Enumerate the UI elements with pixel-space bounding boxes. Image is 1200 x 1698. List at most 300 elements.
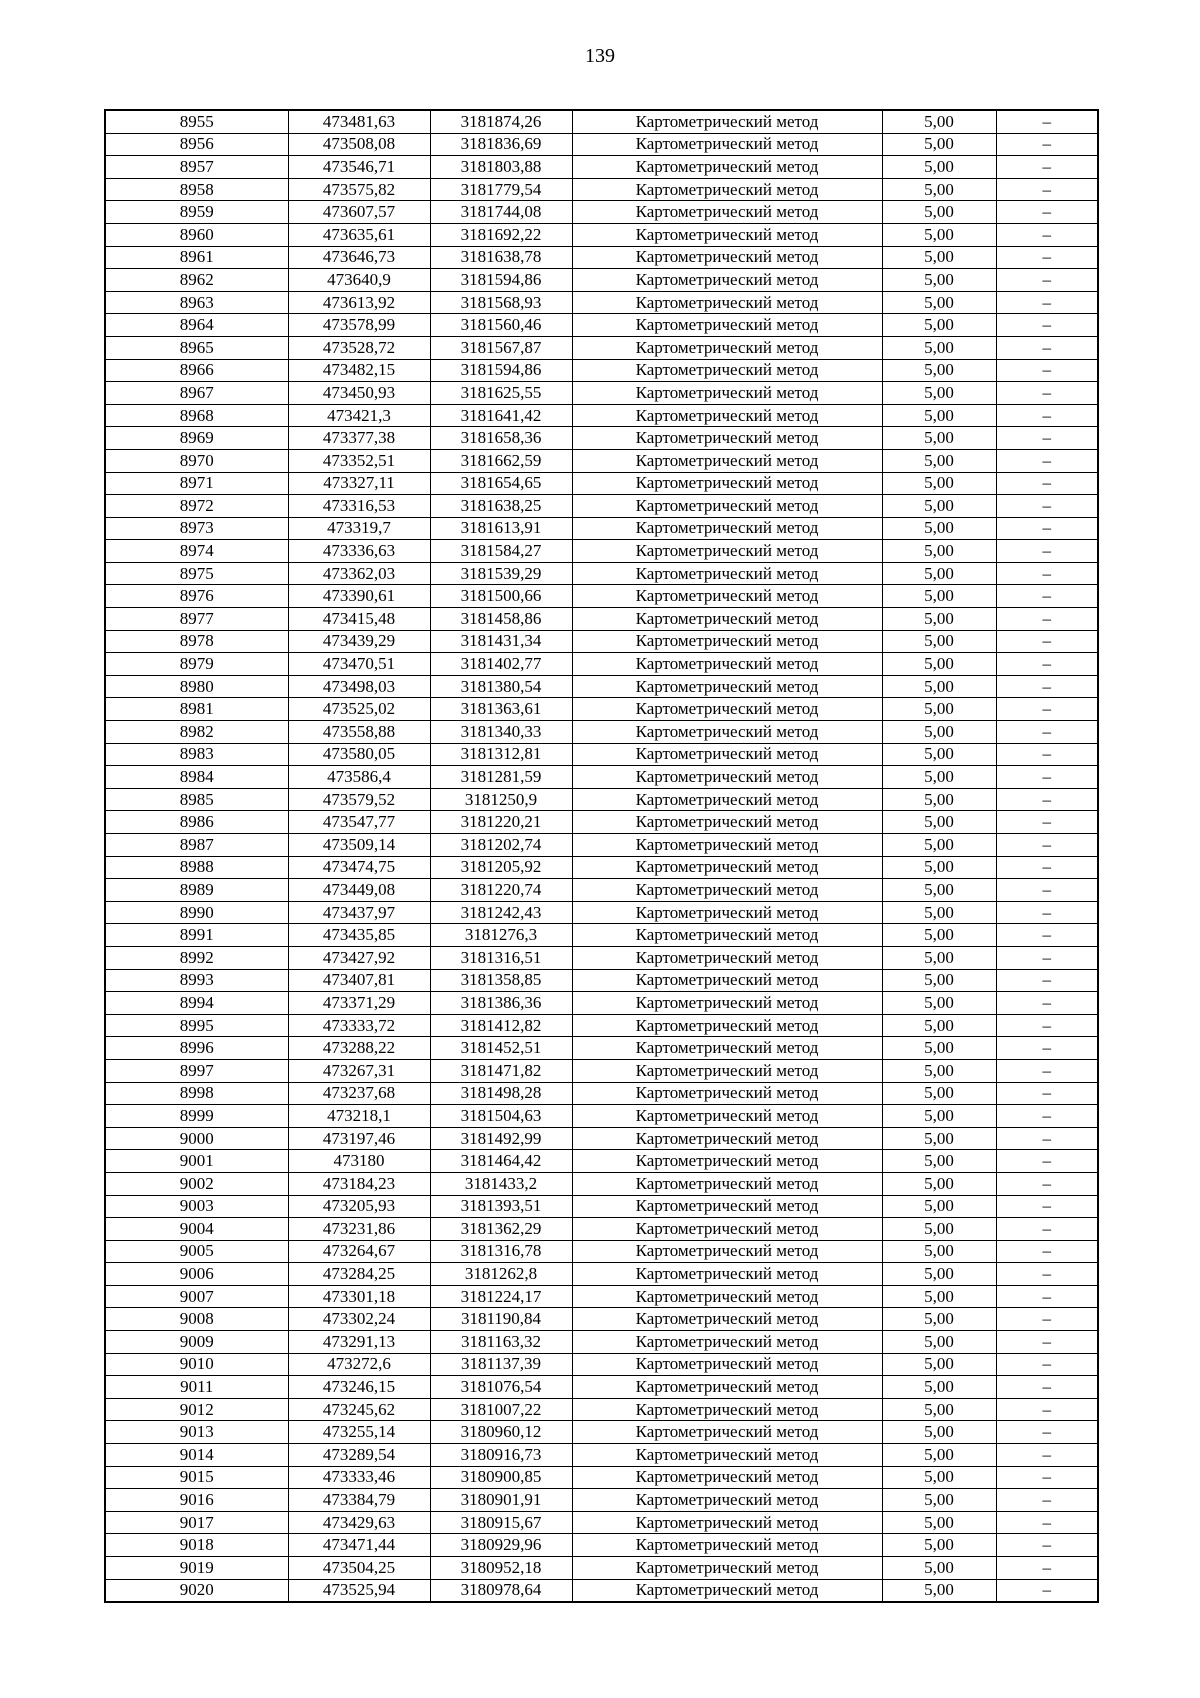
- note-cell: –: [996, 382, 1098, 405]
- coordinate-x-cell: 473336,63: [288, 540, 430, 563]
- point-number-cell: 8956: [105, 133, 288, 156]
- point-number-cell: 8972: [105, 495, 288, 518]
- coordinate-x-cell: 473362,03: [288, 562, 430, 585]
- note-cell: –: [996, 653, 1098, 676]
- coordinate-y-cell: 3181625,55: [430, 382, 572, 405]
- coordinate-x-cell: 473439,29: [288, 630, 430, 653]
- note-cell: –: [996, 449, 1098, 472]
- method-cell: Картометрический метод: [572, 133, 882, 156]
- accuracy-cell: 5,00: [882, 653, 996, 676]
- table-row: [105, 246, 1098, 269]
- table-row: [105, 924, 1098, 947]
- accuracy-cell: 5,00: [882, 1579, 996, 1602]
- table-row: [105, 1376, 1098, 1399]
- note-cell: –: [996, 359, 1098, 382]
- coordinate-x-cell: 473471,44: [288, 1534, 430, 1557]
- method-cell: Картометрический метод: [572, 834, 882, 857]
- point-number-cell: 8984: [105, 766, 288, 789]
- point-number-cell: 8961: [105, 246, 288, 269]
- coordinate-y-cell: 3181007,22: [430, 1398, 572, 1421]
- accuracy-cell: 5,00: [882, 1240, 996, 1263]
- accuracy-cell: 5,00: [882, 608, 996, 631]
- accuracy-cell: 5,00: [882, 946, 996, 969]
- coordinate-x-cell: 473245,62: [288, 1398, 430, 1421]
- coordinate-x-cell: 473237,68: [288, 1082, 430, 1105]
- coordinate-y-cell: 3181220,74: [430, 879, 572, 902]
- point-number-cell: 9006: [105, 1263, 288, 1286]
- note-cell: –: [996, 811, 1098, 834]
- method-cell: Картометрический метод: [572, 1014, 882, 1037]
- accuracy-cell: 5,00: [882, 1308, 996, 1331]
- note-cell: –: [996, 1218, 1098, 1241]
- table-row: [105, 721, 1098, 744]
- coordinate-y-cell: 3180960,12: [430, 1421, 572, 1444]
- coordinate-x-cell: 473291,13: [288, 1331, 430, 1354]
- coordinate-y-cell: 3181433,2: [430, 1172, 572, 1195]
- note-cell: –: [996, 1285, 1098, 1308]
- point-number-cell: 8959: [105, 201, 288, 224]
- coordinate-x-cell: 473547,77: [288, 811, 430, 834]
- point-number-cell: 8973: [105, 517, 288, 540]
- table-row: [105, 517, 1098, 540]
- method-cell: Картометрический метод: [572, 1082, 882, 1105]
- coordinate-x-cell: 473255,14: [288, 1421, 430, 1444]
- table-row: [105, 1150, 1098, 1173]
- method-cell: Картометрический метод: [572, 924, 882, 947]
- note-cell: –: [996, 1240, 1098, 1263]
- coordinate-x-cell: 473407,81: [288, 969, 430, 992]
- coordinate-x-cell: 473474,75: [288, 856, 430, 879]
- coordinate-x-cell: 473580,05: [288, 743, 430, 766]
- method-cell: Картометрический метод: [572, 1557, 882, 1580]
- coordinate-y-cell: 3181276,3: [430, 924, 572, 947]
- point-number-cell: 8990: [105, 901, 288, 924]
- point-number-cell: 9002: [105, 1172, 288, 1195]
- note-cell: –: [996, 314, 1098, 337]
- coordinate-x-cell: 473301,18: [288, 1285, 430, 1308]
- table-row: [105, 1263, 1098, 1286]
- method-cell: Картометрический метод: [572, 698, 882, 721]
- point-number-cell: 9003: [105, 1195, 288, 1218]
- coordinate-x-cell: 473429,63: [288, 1511, 430, 1534]
- accuracy-cell: 5,00: [882, 879, 996, 902]
- table-row: [105, 1557, 1098, 1580]
- point-number-cell: 8963: [105, 291, 288, 314]
- note-cell: –: [996, 1579, 1098, 1602]
- coordinate-y-cell: 3180901,91: [430, 1489, 572, 1512]
- note-cell: –: [996, 223, 1098, 246]
- coordinate-x-cell: 473509,14: [288, 834, 430, 857]
- note-cell: –: [996, 133, 1098, 156]
- coordinate-y-cell: 3181464,42: [430, 1150, 572, 1173]
- note-cell: –: [996, 562, 1098, 585]
- method-cell: Картометрический метод: [572, 1466, 882, 1489]
- table-row: [105, 1511, 1098, 1534]
- table-row: [105, 856, 1098, 879]
- table-row: [105, 201, 1098, 224]
- note-cell: –: [996, 291, 1098, 314]
- coordinate-y-cell: 3181500,66: [430, 585, 572, 608]
- table-row: [105, 562, 1098, 585]
- point-number-cell: 8982: [105, 721, 288, 744]
- method-cell: Картометрический метод: [572, 879, 882, 902]
- table-row: [105, 1534, 1098, 1557]
- note-cell: –: [996, 1263, 1098, 1286]
- point-number-cell: 9008: [105, 1308, 288, 1331]
- point-number-cell: 8985: [105, 788, 288, 811]
- coordinate-x-cell: 473264,67: [288, 1240, 430, 1263]
- note-cell: –: [996, 630, 1098, 653]
- note-cell: –: [996, 1150, 1098, 1173]
- coordinate-x-cell: 473482,15: [288, 359, 430, 382]
- method-cell: Картометрический метод: [572, 788, 882, 811]
- table-row: [105, 1218, 1098, 1241]
- table-row: [105, 178, 1098, 201]
- coordinate-y-cell: 3181340,33: [430, 721, 572, 744]
- coordinate-x-cell: 473498,03: [288, 675, 430, 698]
- coordinate-x-cell: 473525,94: [288, 1579, 430, 1602]
- method-cell: Картометрический метод: [572, 1150, 882, 1173]
- note-cell: –: [996, 1421, 1098, 1444]
- point-number-cell: 9013: [105, 1421, 288, 1444]
- coordinate-x-cell: 473327,11: [288, 472, 430, 495]
- method-cell: Картометрический метод: [572, 201, 882, 224]
- point-number-cell: 8960: [105, 223, 288, 246]
- coordinate-y-cell: 3181594,86: [430, 269, 572, 292]
- method-cell: Картометрический метод: [572, 856, 882, 879]
- accuracy-cell: 5,00: [882, 585, 996, 608]
- point-number-cell: 9012: [105, 1398, 288, 1421]
- point-number-cell: 8993: [105, 969, 288, 992]
- coordinate-x-cell: 473578,99: [288, 314, 430, 337]
- method-cell: Картометрический метод: [572, 992, 882, 1015]
- coordinate-x-cell: 473421,3: [288, 404, 430, 427]
- coordinate-x-cell: 473197,46: [288, 1127, 430, 1150]
- accuracy-cell: 5,00: [882, 223, 996, 246]
- note-cell: –: [996, 540, 1098, 563]
- coordinate-y-cell: 3181316,51: [430, 946, 572, 969]
- point-number-cell: 9005: [105, 1240, 288, 1263]
- coordinate-y-cell: 3181363,61: [430, 698, 572, 721]
- accuracy-cell: 5,00: [882, 427, 996, 450]
- coordinate-y-cell: 3181692,22: [430, 223, 572, 246]
- note-cell: –: [996, 156, 1098, 179]
- accuracy-cell: 5,00: [882, 1263, 996, 1286]
- table-row: [105, 698, 1098, 721]
- coordinate-y-cell: 3180900,85: [430, 1466, 572, 1489]
- coordinate-x-cell: 473415,48: [288, 608, 430, 631]
- table-row: [105, 1195, 1098, 1218]
- accuracy-cell: 5,00: [882, 517, 996, 540]
- table-row: [105, 1240, 1098, 1263]
- accuracy-cell: 5,00: [882, 834, 996, 857]
- method-cell: Картометрический метод: [572, 359, 882, 382]
- coordinate-y-cell: 3181567,87: [430, 336, 572, 359]
- table-row: [105, 992, 1098, 1015]
- coordinate-y-cell: 3181250,9: [430, 788, 572, 811]
- method-cell: Картометрический метод: [572, 1059, 882, 1082]
- method-cell: Картометрический метод: [572, 382, 882, 405]
- point-number-cell: 8968: [105, 404, 288, 427]
- coordinate-y-cell: 3181137,39: [430, 1353, 572, 1376]
- accuracy-cell: 5,00: [882, 291, 996, 314]
- table-row: [105, 1353, 1098, 1376]
- table-row: [105, 404, 1098, 427]
- coordinates-table-body: [105, 110, 1098, 1602]
- point-number-cell: 9011: [105, 1376, 288, 1399]
- coordinate-y-cell: 3180978,64: [430, 1579, 572, 1602]
- coordinate-x-cell: 473352,51: [288, 449, 430, 472]
- table-row: [105, 879, 1098, 902]
- point-number-cell: 8957: [105, 156, 288, 179]
- point-number-cell: 8980: [105, 675, 288, 698]
- method-cell: Картометрический метод: [572, 223, 882, 246]
- coordinate-y-cell: 3181386,36: [430, 992, 572, 1015]
- accuracy-cell: 5,00: [882, 1398, 996, 1421]
- coordinate-x-cell: 473613,92: [288, 291, 430, 314]
- coordinate-x-cell: 473558,88: [288, 721, 430, 744]
- point-number-cell: 8958: [105, 178, 288, 201]
- coordinate-x-cell: 473546,71: [288, 156, 430, 179]
- note-cell: –: [996, 585, 1098, 608]
- accuracy-cell: 5,00: [882, 1014, 996, 1037]
- note-cell: –: [996, 1308, 1098, 1331]
- coordinate-x-cell: 473246,15: [288, 1376, 430, 1399]
- accuracy-cell: 5,00: [882, 540, 996, 563]
- method-cell: Картометрический метод: [572, 1195, 882, 1218]
- method-cell: Картометрический метод: [572, 472, 882, 495]
- coordinate-y-cell: 3181412,82: [430, 1014, 572, 1037]
- coordinate-y-cell: 3181471,82: [430, 1059, 572, 1082]
- coordinate-y-cell: 3181458,86: [430, 608, 572, 631]
- coordinate-x-cell: 473579,52: [288, 788, 430, 811]
- note-cell: –: [996, 946, 1098, 969]
- point-number-cell: 9007: [105, 1285, 288, 1308]
- table-row: [105, 540, 1098, 563]
- point-number-cell: 8992: [105, 946, 288, 969]
- coordinate-x-cell: 473289,54: [288, 1444, 430, 1467]
- accuracy-cell: 5,00: [882, 766, 996, 789]
- accuracy-cell: 5,00: [882, 1127, 996, 1150]
- method-cell: Картометрический метод: [572, 1376, 882, 1399]
- method-cell: Картометрический метод: [572, 653, 882, 676]
- method-cell: Картометрический метод: [572, 562, 882, 585]
- point-number-cell: 8988: [105, 856, 288, 879]
- table-row: [105, 743, 1098, 766]
- note-cell: –: [996, 992, 1098, 1015]
- point-number-cell: 8991: [105, 924, 288, 947]
- coordinate-y-cell: 3181594,86: [430, 359, 572, 382]
- table-row: [105, 1308, 1098, 1331]
- note-cell: –: [996, 1489, 1098, 1512]
- accuracy-cell: 5,00: [882, 1105, 996, 1128]
- note-cell: –: [996, 1534, 1098, 1557]
- coordinate-y-cell: 3181662,59: [430, 449, 572, 472]
- point-number-cell: 8964: [105, 314, 288, 337]
- coordinate-y-cell: 3181281,59: [430, 766, 572, 789]
- method-cell: Картометрический метод: [572, 314, 882, 337]
- coordinate-x-cell: 473371,29: [288, 992, 430, 1015]
- table-row: [105, 1466, 1098, 1489]
- coordinate-x-cell: 473646,73: [288, 246, 430, 269]
- method-cell: Картометрический метод: [572, 156, 882, 179]
- note-cell: –: [996, 1037, 1098, 1060]
- note-cell: –: [996, 1557, 1098, 1580]
- method-cell: Картометрический метод: [572, 269, 882, 292]
- table-row: [105, 788, 1098, 811]
- coordinate-y-cell: 3180915,67: [430, 1511, 572, 1534]
- point-number-cell: 8967: [105, 382, 288, 405]
- accuracy-cell: 5,00: [882, 1353, 996, 1376]
- coordinate-x-cell: 473302,24: [288, 1308, 430, 1331]
- note-cell: –: [996, 178, 1098, 201]
- method-cell: Картометрический метод: [572, 1353, 882, 1376]
- accuracy-cell: 5,00: [882, 1444, 996, 1467]
- note-cell: –: [996, 924, 1098, 947]
- accuracy-cell: 5,00: [882, 1376, 996, 1399]
- accuracy-cell: 5,00: [882, 562, 996, 585]
- coordinate-y-cell: 3181402,77: [430, 653, 572, 676]
- method-cell: Картометрический метод: [572, 630, 882, 653]
- table-row: [105, 1172, 1098, 1195]
- coordinate-x-cell: 473437,97: [288, 901, 430, 924]
- coordinate-y-cell: 3181163,32: [430, 1331, 572, 1354]
- note-cell: –: [996, 1127, 1098, 1150]
- method-cell: Картометрический метод: [572, 585, 882, 608]
- method-cell: Картометрический метод: [572, 1172, 882, 1195]
- coordinate-x-cell: 473575,82: [288, 178, 430, 201]
- accuracy-cell: 5,00: [882, 178, 996, 201]
- point-number-cell: 9014: [105, 1444, 288, 1467]
- accuracy-cell: 5,00: [882, 1037, 996, 1060]
- point-number-cell: 9016: [105, 1489, 288, 1512]
- note-cell: –: [996, 788, 1098, 811]
- point-number-cell: 8975: [105, 562, 288, 585]
- table-row: [105, 811, 1098, 834]
- method-cell: Картометрический метод: [572, 1218, 882, 1241]
- point-number-cell: 9010: [105, 1353, 288, 1376]
- coordinate-y-cell: 3181205,92: [430, 856, 572, 879]
- method-cell: Картометрический метод: [572, 1037, 882, 1060]
- method-cell: Картометрический метод: [572, 1127, 882, 1150]
- note-cell: –: [996, 608, 1098, 631]
- table-row: [105, 223, 1098, 246]
- coordinate-x-cell: 473525,02: [288, 698, 430, 721]
- point-number-cell: 8976: [105, 585, 288, 608]
- accuracy-cell: 5,00: [882, 1557, 996, 1580]
- accuracy-cell: 5,00: [882, 811, 996, 834]
- table-row: [105, 1398, 1098, 1421]
- accuracy-cell: 5,00: [882, 969, 996, 992]
- method-cell: Картометрический метод: [572, 1444, 882, 1467]
- accuracy-cell: 5,00: [882, 449, 996, 472]
- table-row: [105, 585, 1098, 608]
- coordinate-y-cell: 3181316,78: [430, 1240, 572, 1263]
- coordinate-y-cell: 3181836,69: [430, 133, 572, 156]
- table-row: [105, 1082, 1098, 1105]
- method-cell: Картометрический метод: [572, 969, 882, 992]
- point-number-cell: 8974: [105, 540, 288, 563]
- method-cell: Картометрический метод: [572, 1489, 882, 1512]
- table-row: [105, 834, 1098, 857]
- point-number-cell: 8997: [105, 1059, 288, 1082]
- method-cell: Картометрический метод: [572, 608, 882, 631]
- coordinate-y-cell: 3181076,54: [430, 1376, 572, 1399]
- table-row: [105, 495, 1098, 518]
- table-row: [105, 1059, 1098, 1082]
- point-number-cell: 8971: [105, 472, 288, 495]
- method-cell: Картометрический метод: [572, 336, 882, 359]
- coordinate-x-cell: 473607,57: [288, 201, 430, 224]
- point-number-cell: 9009: [105, 1331, 288, 1354]
- table-row: [105, 608, 1098, 631]
- point-number-cell: 8978: [105, 630, 288, 653]
- point-number-cell: 8995: [105, 1014, 288, 1037]
- method-cell: Картометрический метод: [572, 495, 882, 518]
- table-row: [105, 1105, 1098, 1128]
- method-cell: Картометрический метод: [572, 1534, 882, 1557]
- note-cell: –: [996, 1331, 1098, 1354]
- note-cell: –: [996, 517, 1098, 540]
- coordinate-x-cell: 473449,08: [288, 879, 430, 902]
- coordinate-y-cell: 3181452,51: [430, 1037, 572, 1060]
- accuracy-cell: 5,00: [882, 901, 996, 924]
- coordinate-y-cell: 3181262,8: [430, 1263, 572, 1286]
- point-number-cell: 9020: [105, 1579, 288, 1602]
- table-row: [105, 427, 1098, 450]
- method-cell: Картометрический метод: [572, 721, 882, 744]
- table-row: [105, 449, 1098, 472]
- note-cell: –: [996, 1014, 1098, 1037]
- coordinate-x-cell: 473316,53: [288, 495, 430, 518]
- coordinate-y-cell: 3181431,34: [430, 630, 572, 653]
- table-row: [105, 675, 1098, 698]
- coordinate-y-cell: 3180916,73: [430, 1444, 572, 1467]
- point-number-cell: 8977: [105, 608, 288, 631]
- accuracy-cell: 5,00: [882, 630, 996, 653]
- table-row: [105, 1489, 1098, 1512]
- point-number-cell: 8966: [105, 359, 288, 382]
- table-row: [105, 969, 1098, 992]
- accuracy-cell: 5,00: [882, 721, 996, 744]
- method-cell: Картометрический метод: [572, 766, 882, 789]
- table-row: [105, 1127, 1098, 1150]
- note-cell: –: [996, 1466, 1098, 1489]
- coordinate-x-cell: 473640,9: [288, 269, 430, 292]
- table-row: [105, 1285, 1098, 1308]
- coordinate-x-cell: 473435,85: [288, 924, 430, 947]
- method-cell: Картометрический метод: [572, 1285, 882, 1308]
- method-cell: Картометрический метод: [572, 178, 882, 201]
- note-cell: –: [996, 721, 1098, 744]
- coordinate-x-cell: 473377,38: [288, 427, 430, 450]
- coordinate-y-cell: 3181584,27: [430, 540, 572, 563]
- note-cell: –: [996, 472, 1098, 495]
- coordinate-x-cell: 473427,92: [288, 946, 430, 969]
- page-number: 139: [585, 45, 615, 67]
- coordinate-x-cell: 473205,93: [288, 1195, 430, 1218]
- accuracy-cell: 5,00: [882, 1195, 996, 1218]
- note-cell: –: [996, 766, 1098, 789]
- coordinate-x-cell: 473450,93: [288, 382, 430, 405]
- table-row: [105, 359, 1098, 382]
- coordinate-y-cell: 3181803,88: [430, 156, 572, 179]
- coordinate-y-cell: 3181641,42: [430, 404, 572, 427]
- accuracy-cell: 5,00: [882, 1172, 996, 1195]
- method-cell: Картометрический метод: [572, 1511, 882, 1534]
- coordinate-x-cell: 473218,1: [288, 1105, 430, 1128]
- note-cell: –: [996, 698, 1098, 721]
